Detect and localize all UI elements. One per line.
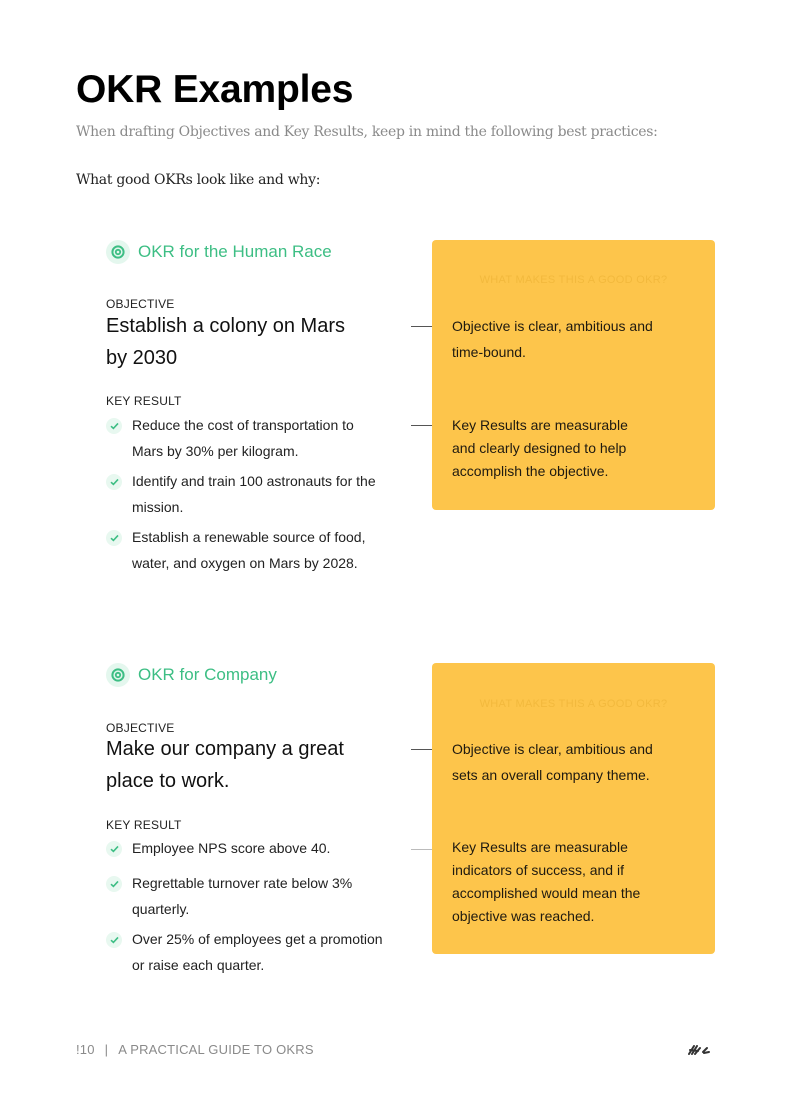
objective-label: OBJECTIVE bbox=[106, 297, 175, 311]
key-result-item: Identify and train 100 astronauts for the mission. bbox=[106, 468, 406, 520]
okr-example-heading bbox=[106, 663, 277, 687]
key-result-item: Regrettable turnover rate below 3% quarterly. bbox=[106, 870, 406, 922]
page-footer bbox=[76, 1042, 314, 1057]
check-icon bbox=[106, 418, 122, 434]
okr-example-title: OKR for the Human Race bbox=[138, 242, 332, 261]
key-result-item: Reduce the cost of transportation to Mars by 30% per kilogram. bbox=[106, 412, 406, 464]
key-result-item: Over 25% of employees get a promotion or raise each quarter. bbox=[106, 926, 406, 978]
card-header: WHAT MAKES THIS A GOOD OKR? bbox=[479, 698, 668, 710]
objective-line: by 2030 bbox=[106, 347, 178, 369]
check-icon bbox=[106, 876, 122, 892]
objective-text bbox=[106, 310, 406, 374]
brand-logo-icon bbox=[688, 1043, 712, 1057]
objective-label: OBJECTIVE bbox=[106, 721, 175, 735]
key-result-label: KEY RESULT bbox=[106, 394, 182, 408]
key-result-note: Key Results are measurable indicators of success, and if accomplished would mean the objective was reached. bbox=[452, 839, 641, 924]
target-icon bbox=[106, 240, 130, 264]
key-result-label: KEY RESULT bbox=[106, 818, 182, 832]
objective-note: Objective is clear, ambitious and sets an overall company theme. bbox=[452, 741, 653, 783]
page-number: !10 bbox=[76, 1042, 95, 1057]
objective-text bbox=[106, 733, 406, 797]
okr-example-title: OKR for Company bbox=[138, 665, 277, 684]
okr-example-heading bbox=[106, 240, 332, 264]
check-icon bbox=[106, 530, 122, 546]
check-icon bbox=[106, 474, 122, 490]
key-result-note: Key Results are measurable and clearly designed to help accomplish the objective. bbox=[452, 417, 628, 479]
footer-separator: | bbox=[104, 1042, 109, 1057]
page-title: OKR Examples bbox=[76, 68, 354, 111]
objective-line: Establish a colony on Mars bbox=[106, 315, 346, 337]
key-result-list bbox=[106, 835, 406, 978]
check-icon bbox=[106, 932, 122, 948]
good-okr-card bbox=[432, 663, 715, 954]
card-header: WHAT MAKES THIS A GOOD OKR? bbox=[479, 274, 668, 286]
objective-note: Objective is clear, ambitious and time-bound. bbox=[452, 318, 653, 360]
key-result-list bbox=[106, 412, 406, 576]
objective-line: place to work. bbox=[106, 770, 230, 792]
guide-title: A PRACTICAL GUIDE TO OKRS bbox=[118, 1042, 314, 1057]
check-icon bbox=[106, 841, 122, 857]
objective-line: Make our company a great bbox=[106, 738, 344, 760]
target-icon bbox=[106, 663, 130, 687]
section-lead: What good OKRs look like and why: bbox=[76, 172, 321, 188]
page-subtitle: When drafting Objectives and Key Results, keep in mind the following best practices: bbox=[76, 124, 658, 140]
good-okr-card bbox=[432, 240, 715, 510]
key-result-item: Establish a renewable source of food, water, and oxygen on Mars by 2028. bbox=[106, 524, 406, 576]
key-result-item: Employee NPS score above 40. bbox=[106, 835, 406, 861]
